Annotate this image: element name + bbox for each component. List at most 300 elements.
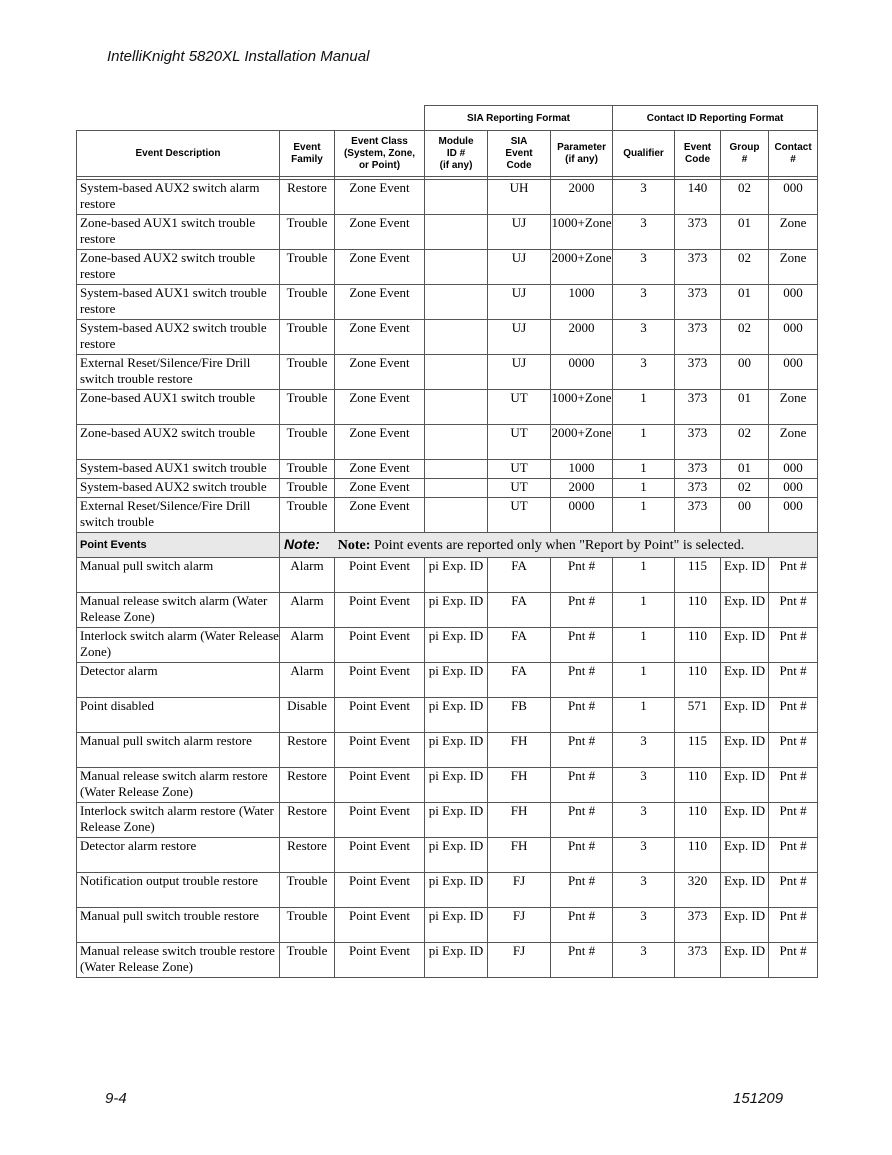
table-cell: Pnt # <box>769 908 818 943</box>
table-cell: 140 <box>675 180 721 215</box>
table-cell <box>425 215 488 250</box>
table-cell: FA <box>488 593 551 628</box>
table-cell: 1 <box>613 479 675 498</box>
table-cell: Manual release switch alarm (Water Release Zone) <box>77 593 280 628</box>
table-cell: 110 <box>675 768 721 803</box>
table-cell: UJ <box>488 215 551 250</box>
column-header-line: Parameter <box>557 141 606 153</box>
table-cell: Pnt # <box>551 593 613 628</box>
table-cell: Restore <box>280 838 335 873</box>
table-cell: 000 <box>769 320 818 355</box>
table-cell: pi Exp. ID <box>425 663 488 698</box>
table-cell: Zone Event <box>335 460 425 479</box>
table-cell: Exp. ID <box>721 873 769 908</box>
table-cell: Trouble <box>280 479 335 498</box>
column-header-line: (if any) <box>565 153 598 165</box>
point-events-body <box>77 558 818 978</box>
column-header-line: SIA <box>510 135 528 147</box>
table-cell: FJ <box>488 873 551 908</box>
table-cell: 571 <box>675 698 721 733</box>
table-cell: 00 <box>721 498 769 533</box>
table-cell: Zone <box>769 425 818 460</box>
table-row <box>77 479 818 498</box>
table-cell: Zone Event <box>335 250 425 285</box>
table-row <box>77 628 818 663</box>
table-cell: FH <box>488 733 551 768</box>
table-cell: Pnt # <box>551 873 613 908</box>
table-cell: UJ <box>488 320 551 355</box>
table-row <box>77 873 818 908</box>
table-row <box>77 803 818 838</box>
table-cell: UH <box>488 180 551 215</box>
table-cell: 3 <box>613 733 675 768</box>
table-row <box>77 733 818 768</box>
table-row <box>77 498 818 533</box>
table-cell: Pnt # <box>769 873 818 908</box>
table-cell <box>425 285 488 320</box>
note-text: Point events are reported only when "Report by Point" is selected. <box>370 538 745 553</box>
table-cell: Trouble <box>280 355 335 390</box>
table-cell: pi Exp. ID <box>425 943 488 978</box>
table-cell: Zone Event <box>335 479 425 498</box>
column-header-row <box>77 131 818 177</box>
table-cell <box>425 460 488 479</box>
column-header-line: Event Class <box>351 135 408 147</box>
table-cell: UT <box>488 460 551 479</box>
table-cell: 3 <box>613 908 675 943</box>
table-cell: Trouble <box>280 460 335 479</box>
table-cell: 373 <box>675 390 721 425</box>
table-row <box>77 460 818 479</box>
table-cell: Pnt # <box>769 733 818 768</box>
table-cell: 373 <box>675 460 721 479</box>
note-tag: Note: <box>284 536 320 552</box>
table-cell: pi Exp. ID <box>425 593 488 628</box>
column-header <box>675 131 721 177</box>
column-header-line: Contact <box>774 141 812 153</box>
table-cell: 3 <box>613 215 675 250</box>
footer-page-number: 9-4 <box>105 1090 127 1107</box>
table-cell: 01 <box>721 390 769 425</box>
table-cell: Pnt # <box>769 838 818 873</box>
column-header-line: (System, Zone, <box>343 147 416 159</box>
table-cell: 373 <box>675 425 721 460</box>
table-cell: 2000+Zone <box>551 250 613 285</box>
table-cell: Zone Event <box>335 320 425 355</box>
table-cell: 000 <box>769 498 818 533</box>
table-cell: 2000 <box>551 479 613 498</box>
table-cell: System-based AUX2 switch alarm restore <box>77 180 280 215</box>
table-cell: 3 <box>613 768 675 803</box>
table-cell: 1 <box>613 425 675 460</box>
table-cell: Point Event <box>335 838 425 873</box>
table-cell: FA <box>488 558 551 593</box>
table-row <box>77 215 818 250</box>
table-cell: 1000+Zone <box>551 390 613 425</box>
table-cell: FJ <box>488 908 551 943</box>
table-cell: Manual release switch alarm restore (Water Release Zone) <box>77 768 280 803</box>
column-header-line: ID # <box>446 147 466 159</box>
table-row <box>77 593 818 628</box>
table-cell <box>425 355 488 390</box>
table-cell: Zone Event <box>335 215 425 250</box>
table-cell: Exp. ID <box>721 593 769 628</box>
table-cell: Detector alarm restore <box>77 838 280 873</box>
table-cell: pi Exp. ID <box>425 628 488 663</box>
table-cell: 110 <box>675 628 721 663</box>
table-cell: 3 <box>613 803 675 838</box>
table-cell: Pnt # <box>769 768 818 803</box>
table-cell: pi Exp. ID <box>425 698 488 733</box>
table-row <box>77 908 818 943</box>
column-header-line: Module <box>438 135 474 147</box>
table-cell: Notification output trouble restore <box>77 873 280 908</box>
table-cell: Pnt # <box>551 838 613 873</box>
column-header <box>488 131 551 177</box>
table-cell: Restore <box>280 803 335 838</box>
table-cell: 373 <box>675 908 721 943</box>
point-events-section <box>77 533 818 558</box>
table-cell: 3 <box>613 285 675 320</box>
table-cell: 02 <box>721 250 769 285</box>
column-header-line: # <box>790 153 796 165</box>
table-cell: Zone Event <box>335 498 425 533</box>
table-row <box>77 355 818 390</box>
table-cell: 115 <box>675 558 721 593</box>
table-cell: FH <box>488 838 551 873</box>
table-cell: System-based AUX1 switch trouble <box>77 460 280 479</box>
table-row <box>77 838 818 873</box>
table-cell: Zone Event <box>335 390 425 425</box>
table-cell: 115 <box>675 733 721 768</box>
table-cell: Zone-based AUX1 switch trouble <box>77 390 280 425</box>
table-cell: 02 <box>721 479 769 498</box>
table-cell: 01 <box>721 285 769 320</box>
column-header-line: Event <box>505 147 533 159</box>
event-code-table <box>76 105 818 978</box>
column-header <box>769 131 818 177</box>
column-header-line: Code <box>506 159 532 171</box>
table-cell: 1 <box>613 628 675 663</box>
table-cell: Manual release switch trouble restore (Water Release Zone) <box>77 943 280 978</box>
section-note <box>280 533 818 558</box>
table-cell: Trouble <box>280 943 335 978</box>
table-cell: Pnt # <box>769 593 818 628</box>
table-cell: Trouble <box>280 908 335 943</box>
table-cell: Trouble <box>280 390 335 425</box>
table-cell: Point Event <box>335 908 425 943</box>
column-header <box>425 131 488 177</box>
table-cell: External Reset/Silence/Fire Drill switch trouble restore <box>77 355 280 390</box>
table-cell: 02 <box>721 180 769 215</box>
table-cell: pi Exp. ID <box>425 908 488 943</box>
column-header-line: Group <box>729 141 760 153</box>
table-cell: pi Exp. ID <box>425 558 488 593</box>
table-cell: Pnt # <box>551 943 613 978</box>
table-cell: Pnt # <box>551 628 613 663</box>
table-cell: UJ <box>488 285 551 320</box>
table-cell: Manual pull switch trouble restore <box>77 908 280 943</box>
table-cell: FH <box>488 803 551 838</box>
table-cell: Pnt # <box>551 733 613 768</box>
table-cell: Pnt # <box>769 663 818 698</box>
table-cell <box>425 180 488 215</box>
table-cell: 320 <box>675 873 721 908</box>
table-cell: 3 <box>613 320 675 355</box>
section-row <box>77 533 818 558</box>
table-cell: Restore <box>280 180 335 215</box>
table-cell: Exp. ID <box>721 768 769 803</box>
zone-events-body <box>77 180 818 533</box>
table-cell: FH <box>488 768 551 803</box>
table-cell: pi Exp. ID <box>425 803 488 838</box>
column-header-line: or Point) <box>358 159 401 171</box>
table-cell: 1 <box>613 498 675 533</box>
table-cell: 373 <box>675 250 721 285</box>
table-cell: 110 <box>675 663 721 698</box>
table-cell: 3 <box>613 355 675 390</box>
table-cell: 3 <box>613 838 675 873</box>
table-cell: 000 <box>769 460 818 479</box>
table-cell: Pnt # <box>551 698 613 733</box>
table-cell: Exp. ID <box>721 943 769 978</box>
table-cell: Trouble <box>280 873 335 908</box>
note-bold: Note: <box>337 538 371 553</box>
table-cell: pi Exp. ID <box>425 768 488 803</box>
column-header-line: Code <box>685 153 711 165</box>
table-cell: UT <box>488 479 551 498</box>
table-cell: Point Event <box>335 558 425 593</box>
table-cell: 110 <box>675 803 721 838</box>
table-cell: Exp. ID <box>721 663 769 698</box>
table-cell: 3 <box>613 250 675 285</box>
table-cell: Exp. ID <box>721 558 769 593</box>
table-cell: Trouble <box>280 425 335 460</box>
column-header <box>551 131 613 177</box>
column-header-line: # <box>741 153 748 165</box>
table-cell: Interlock switch alarm (Water Release Zone) <box>77 628 280 663</box>
table-cell: Point Event <box>335 698 425 733</box>
table-cell: Zone-based AUX2 switch trouble <box>77 425 280 460</box>
group-header-row <box>77 106 818 131</box>
table-row <box>77 943 818 978</box>
table-cell: 373 <box>675 320 721 355</box>
column-header <box>280 131 335 177</box>
table-cell: Exp. ID <box>721 803 769 838</box>
table-row <box>77 390 818 425</box>
table-cell: UT <box>488 425 551 460</box>
table-cell: 1 <box>613 698 675 733</box>
table-cell: 3 <box>613 180 675 215</box>
table-row <box>77 250 818 285</box>
table-cell: 3 <box>613 943 675 978</box>
table-cell: 01 <box>721 460 769 479</box>
table-cell: Point Event <box>335 873 425 908</box>
table-cell: Zone <box>769 390 818 425</box>
table-cell: Zone Event <box>335 285 425 320</box>
table-cell: 00 <box>721 355 769 390</box>
table-row <box>77 285 818 320</box>
table-cell: Zone-based AUX1 switch trouble restore <box>77 215 280 250</box>
table-cell: UJ <box>488 355 551 390</box>
table-cell: Alarm <box>280 593 335 628</box>
column-header-line: Event <box>683 141 712 153</box>
table-cell: System-based AUX2 switch trouble restore <box>77 320 280 355</box>
table-cell: Trouble <box>280 215 335 250</box>
table-cell: 0000 <box>551 498 613 533</box>
table-cell <box>425 425 488 460</box>
table-cell: 1000 <box>551 285 613 320</box>
table-cell: pi Exp. ID <box>425 733 488 768</box>
table-cell: Zone Event <box>335 425 425 460</box>
table-cell: 373 <box>675 479 721 498</box>
table-cell: Manual pull switch alarm restore <box>77 733 280 768</box>
table-cell: 110 <box>675 838 721 873</box>
table-cell: Restore <box>280 768 335 803</box>
table-cell: Point Event <box>335 593 425 628</box>
table-cell: 1 <box>613 558 675 593</box>
column-header <box>335 131 425 177</box>
table-cell: Exp. ID <box>721 733 769 768</box>
table-cell: Zone <box>769 250 818 285</box>
column-header <box>721 131 769 177</box>
table-cell: Point disabled <box>77 698 280 733</box>
table-cell: Zone Event <box>335 180 425 215</box>
table-cell: Point Event <box>335 663 425 698</box>
table-cell: Zone Event <box>335 355 425 390</box>
column-header-line: Event <box>293 141 321 153</box>
table-cell: 1 <box>613 460 675 479</box>
table-cell: Zone-based AUX2 switch trouble restore <box>77 250 280 285</box>
table-cell: 373 <box>675 498 721 533</box>
table-cell: 1000+Zone <box>551 215 613 250</box>
table-cell: 2000 <box>551 180 613 215</box>
table-row <box>77 180 818 215</box>
table-cell: 373 <box>675 355 721 390</box>
table-cell: Pnt # <box>551 768 613 803</box>
table-cell: System-based AUX1 switch trouble restore <box>77 285 280 320</box>
table-cell: Interlock switch alarm restore (Water Release Zone) <box>77 803 280 838</box>
table-cell: UT <box>488 390 551 425</box>
table-cell: External Reset/Silence/Fire Drill switch trouble <box>77 498 280 533</box>
table-cell: Alarm <box>280 558 335 593</box>
column-header-line: (if any) <box>439 159 473 171</box>
table-cell: Manual pull switch alarm <box>77 558 280 593</box>
table-cell: 000 <box>769 180 818 215</box>
column-header-line: Event Description <box>135 147 221 159</box>
sia-group-header: SIA Reporting Format <box>425 106 613 131</box>
table-cell <box>425 498 488 533</box>
table-cell: Point Event <box>335 628 425 663</box>
table-cell: 000 <box>769 285 818 320</box>
table-cell: Pnt # <box>769 803 818 838</box>
footer-doc-number: 151209 <box>733 1090 784 1107</box>
column-header <box>613 131 675 177</box>
table-row <box>77 663 818 698</box>
table-cell: Exp. ID <box>721 698 769 733</box>
table-cell: 01 <box>721 215 769 250</box>
table-cell: Exp. ID <box>721 908 769 943</box>
table-cell <box>425 320 488 355</box>
table-cell: 02 <box>721 320 769 355</box>
table-cell: 1 <box>613 663 675 698</box>
table-cell: Restore <box>280 733 335 768</box>
table-cell <box>425 479 488 498</box>
table-cell: FA <box>488 663 551 698</box>
table-cell: pi Exp. ID <box>425 838 488 873</box>
table-cell: Point Event <box>335 733 425 768</box>
table-cell: Alarm <box>280 663 335 698</box>
table-cell: 000 <box>769 355 818 390</box>
table-cell: 373 <box>675 285 721 320</box>
table-cell: Point Event <box>335 803 425 838</box>
table-cell: Pnt # <box>551 803 613 838</box>
table-cell: 1000 <box>551 460 613 479</box>
table-cell: pi Exp. ID <box>425 873 488 908</box>
table-row <box>77 698 818 733</box>
table-cell: Pnt # <box>551 908 613 943</box>
table-cell: Trouble <box>280 320 335 355</box>
table-cell: Exp. ID <box>721 628 769 663</box>
table-cell: Trouble <box>280 285 335 320</box>
table-cell: Pnt # <box>769 698 818 733</box>
table-cell: FB <box>488 698 551 733</box>
table-cell: Pnt # <box>769 628 818 663</box>
table-cell: 373 <box>675 943 721 978</box>
table-cell: 02 <box>721 425 769 460</box>
table-cell: 2000 <box>551 320 613 355</box>
table-row <box>77 320 818 355</box>
section-label: Point Events <box>77 533 280 558</box>
column-header <box>77 131 280 177</box>
table-cell <box>425 250 488 285</box>
table-cell: UT <box>488 498 551 533</box>
table-cell: 110 <box>675 593 721 628</box>
table-cell: UJ <box>488 250 551 285</box>
table-cell: 1 <box>613 390 675 425</box>
table-cell: Trouble <box>280 498 335 533</box>
table-cell: Pnt # <box>769 943 818 978</box>
table-cell: System-based AUX2 switch trouble <box>77 479 280 498</box>
table-cell: Pnt # <box>769 558 818 593</box>
table-cell: 2000+Zone <box>551 425 613 460</box>
table-cell: FA <box>488 628 551 663</box>
table-cell <box>425 390 488 425</box>
table-row <box>77 558 818 593</box>
table-cell: Point Event <box>335 943 425 978</box>
table-cell: 0000 <box>551 355 613 390</box>
table-cell: Pnt # <box>551 558 613 593</box>
column-header-line: Family <box>291 153 323 165</box>
page-header-title: IntelliKnight 5820XL Installation Manual <box>107 48 370 65</box>
table-cell: Exp. ID <box>721 838 769 873</box>
table-cell: 000 <box>769 479 818 498</box>
table-cell: Detector alarm <box>77 663 280 698</box>
table-cell: Alarm <box>280 628 335 663</box>
table-cell: Pnt # <box>551 663 613 698</box>
table-cell: FJ <box>488 943 551 978</box>
cid-group-header: Contact ID Reporting Format <box>613 106 818 131</box>
table-cell: 1 <box>613 593 675 628</box>
table-cell: 3 <box>613 873 675 908</box>
table-cell: Disable <box>280 698 335 733</box>
table-cell: Point Event <box>335 768 425 803</box>
table-cell: Trouble <box>280 250 335 285</box>
table-cell: Zone <box>769 215 818 250</box>
table-row <box>77 768 818 803</box>
column-header-line: Qualifier <box>623 147 664 159</box>
table-row <box>77 425 818 460</box>
